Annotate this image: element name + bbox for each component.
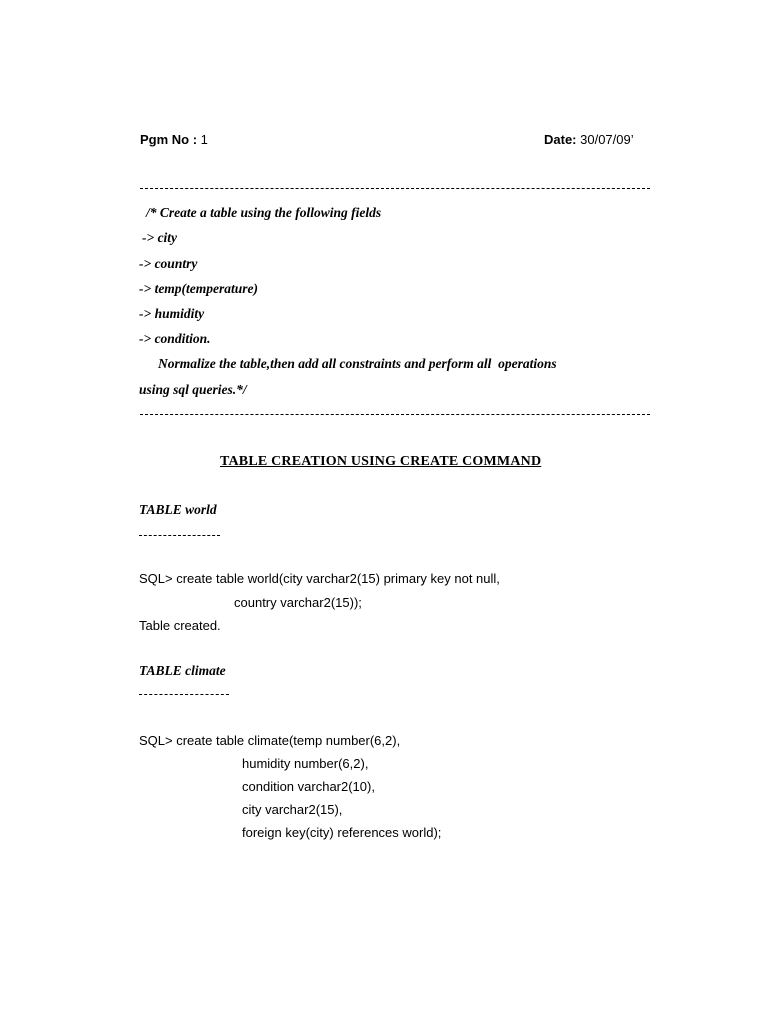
table-world-heading: TABLE world [139, 502, 217, 517]
pgm-label: Pgm No : [140, 132, 198, 147]
date-value: 30/07/09’ [576, 132, 634, 147]
climate-sql-line-5: foreign key(city) references world); [242, 825, 442, 840]
separator-bottom [140, 414, 650, 415]
date-label: Date: [544, 132, 577, 147]
program-date [544, 132, 634, 147]
comment-line-6: -> condition. [139, 331, 211, 346]
comment-line-5: -> humidity [139, 306, 205, 321]
climate-sql-line-1: SQL> create table climate(temp number(6,2), [139, 733, 401, 748]
separator-top [140, 188, 650, 189]
table-climate-underline [139, 694, 229, 695]
comment-line-3: -> country [139, 256, 198, 271]
table-climate-heading: TABLE climate [139, 663, 226, 678]
climate-sql-line-3: condition varchar2(10), [242, 779, 375, 794]
comment-line-1: /* Create a table using the following fields [146, 205, 382, 220]
comment-line-4: -> temp(temperature) [139, 281, 259, 296]
world-result: Table created. [139, 618, 221, 633]
world-sql-line-1: SQL> create table world(city varchar2(15) primary key not null, [139, 571, 500, 586]
table-world-underline [139, 535, 220, 536]
section-title: TABLE CREATION USING CREATE COMMAND [220, 454, 542, 469]
comment-line-7: Normalize the table,then add all constraints and perform all operations [158, 356, 557, 371]
climate-sql-line-4: city varchar2(15), [242, 802, 343, 817]
pgm-value: 1 [197, 132, 208, 147]
world-sql-line-2: country varchar2(15)); [234, 595, 362, 610]
comment-line-8: using sql queries.*/ [139, 382, 247, 397]
program-number [140, 132, 208, 147]
comment-line-2: -> city [142, 230, 178, 245]
climate-sql-line-2: humidity number(6,2), [242, 756, 369, 771]
